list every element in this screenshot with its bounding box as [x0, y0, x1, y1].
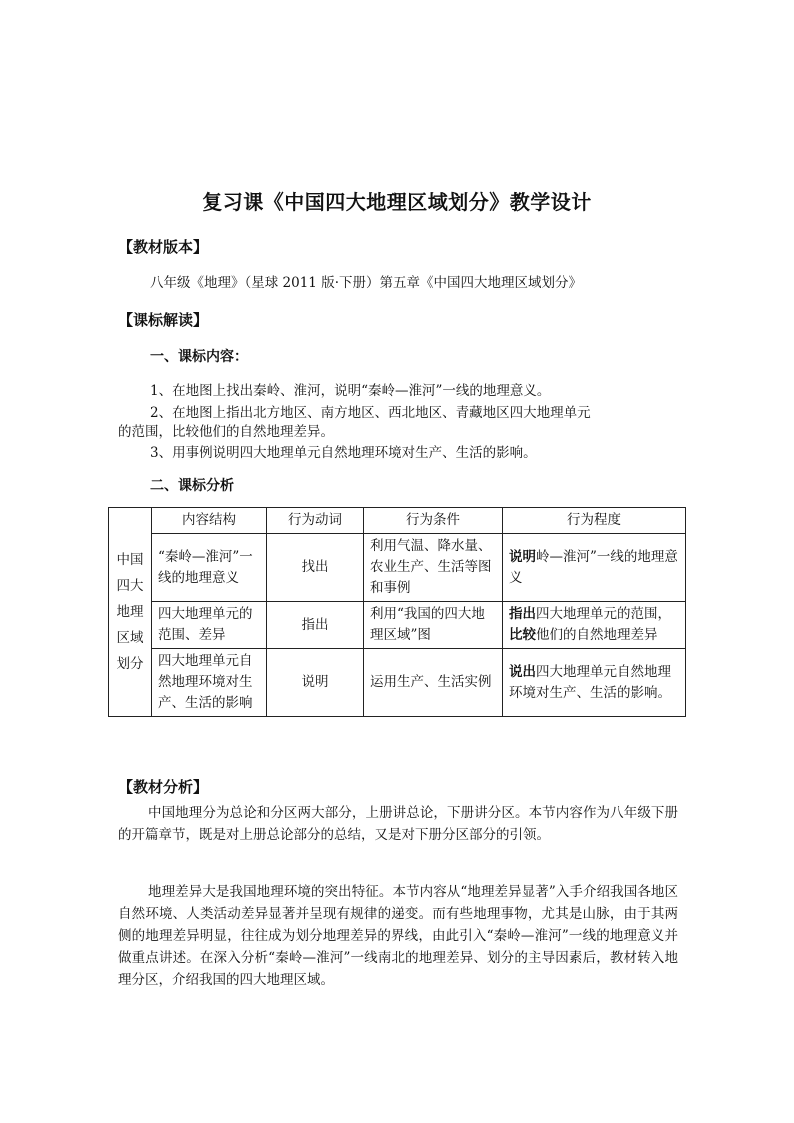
curriculum-item-2: 2、在地图上指出北方地区、南方地区、西北地区、青藏地区四大地理单元	[150, 405, 591, 421]
curriculum-item-1: 1、在地图上找出秦岭、淮河，说明“秦岭—淮河”一线的地理意义。	[150, 383, 551, 399]
table-row	[109, 602, 686, 649]
table-header-verb: 行为动词	[267, 508, 364, 534]
table-cell-content: 四大地理单元自然地理环境对生产、生活的影响	[152, 649, 267, 717]
section-heading-textbook-analysis: 【教材分析】	[118, 778, 209, 796]
degree-text: 岭—淮河”一线的地理意义	[509, 548, 678, 586]
degree-text: 四大地理单元自然地理环境对生产、生活的影响。	[509, 663, 671, 701]
section-heading-curriculum: 【课标解读】	[118, 311, 209, 329]
table-cell-degree	[503, 602, 686, 649]
table-cell-condition: 利用气温、降水量、农业生产、生活等图和事例	[364, 534, 503, 602]
degree-keyword: 说明	[509, 548, 536, 565]
table-cell-verb: 找出	[267, 534, 364, 602]
degree-text-2: 他们的自然地理差异	[536, 627, 658, 643]
table-row	[109, 534, 686, 602]
degree-text: 四大地理单元的范围，	[536, 606, 671, 622]
textbook-version-text: 八年级《地理》（星球 2011 版·下册）第五章《中国四大地理区域划分》	[150, 275, 582, 291]
degree-keyword: 指出	[509, 606, 536, 622]
degree-keyword-2: 比较	[509, 627, 536, 643]
table-cell-degree	[503, 534, 686, 602]
curriculum-analysis-heading: 二、课标分析	[150, 478, 234, 494]
table-cell-verb: 指出	[267, 602, 364, 649]
table-cell-verb: 说明	[267, 649, 364, 717]
curriculum-analysis-table	[108, 507, 686, 717]
table-cell-content: “秦岭—淮河”一线的地理意义	[152, 534, 267, 602]
analysis-paragraph-2: 地理差异大是我国地理环境的突出特征。本节内容从“地理差异显著”入手介绍我国各地区自然环境、人类活动差异显著并呈现有规律的递变。而有些地理事物，尤其是山脉，由于其两侧的地理差异明显，往往成为划分地理差异的界线，由此引入“秦岭—淮河”一线的地理意义并做重点讲述。在深入分析“秦岭—淮河”一线南北的地理差异、划分的主导因素后，教材转入地理分区，介绍我国的四大地理区域。	[118, 884, 678, 988]
curriculum-content-heading: 一、课标内容：	[150, 349, 248, 365]
table-row	[109, 649, 686, 717]
section-heading-textbook-version: 【教材版本】	[118, 238, 209, 256]
page-title: 复习课《中国四大地理区域划分》教学设计	[202, 190, 592, 214]
table-cell-degree	[503, 649, 686, 717]
table-cell-condition: 运用生产、生活实例	[364, 649, 503, 717]
curriculum-item-3: 3、用事例说明四大地理单元自然地理环境对生产、生活的影响。	[150, 445, 537, 461]
table-header-condition: 行为条件	[364, 508, 503, 534]
table-cell-content: 四大地理单元的范围、差异	[152, 602, 267, 649]
table-header-degree: 行为程度	[503, 508, 686, 534]
table-cell-condition: 利用“我国的四大地理区域”图	[364, 602, 503, 649]
table-row-label: 中国四大地理区域划分	[109, 508, 152, 717]
degree-keyword: 说出	[509, 663, 536, 680]
table-header-row	[109, 508, 686, 534]
analysis-paragraph-1: 中国地理分为总论和分区两大部分，上册讲总论，下册讲分区。本节内容作为八年级下册的开篇章节，既是对上册总论部分的总结，又是对下册分区部分的引领。	[118, 805, 678, 843]
curriculum-item-2-cont: 的范围，比较他们的自然地理差异。	[118, 424, 334, 440]
table-header-content: 内容结构	[152, 508, 267, 534]
